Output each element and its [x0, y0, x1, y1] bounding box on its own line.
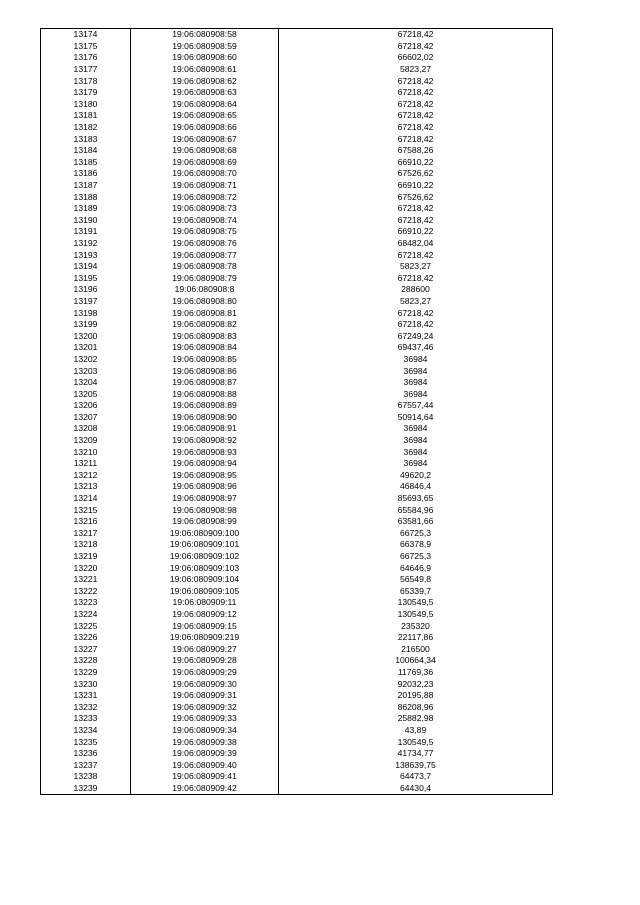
row-number-cell: 13186 [41, 168, 131, 180]
cadastral-number-cell: 19:06:080908:81 [131, 307, 279, 319]
table-row [41, 783, 553, 795]
cadastral-number-cell: 19:06:080908:59 [131, 41, 279, 53]
value-cell: 67218,42 [279, 203, 553, 215]
value-cell: 36984 [279, 365, 553, 377]
row-number-cell: 13223 [41, 597, 131, 609]
row-number-cell: 13188 [41, 191, 131, 203]
cadastral-number-cell: 19:06:080908:82 [131, 319, 279, 331]
table-row [41, 493, 553, 505]
table-row [41, 87, 553, 99]
row-number-cell: 13224 [41, 609, 131, 621]
table-row [41, 238, 553, 250]
value-cell: 67218,42 [279, 75, 553, 87]
cadastral-number-cell: 19:06:080909:38 [131, 736, 279, 748]
table-row [41, 110, 553, 122]
value-cell: 25882,98 [279, 713, 553, 725]
table-row [41, 446, 553, 458]
table-row [41, 551, 553, 563]
value-cell: 5823,27 [279, 64, 553, 76]
cadastral-number-cell: 19:06:080908:63 [131, 87, 279, 99]
value-cell: 66378,9 [279, 539, 553, 551]
row-number-cell: 13219 [41, 551, 131, 563]
row-number-cell: 13196 [41, 284, 131, 296]
cadastral-number-cell: 19:06:080908:71 [131, 180, 279, 192]
cadastral-number-cell: 19:06:080908:72 [131, 191, 279, 203]
cadastral-number-cell: 19:06:080909:15 [131, 620, 279, 632]
cadastral-number-cell: 19:06:080908:94 [131, 458, 279, 470]
cadastral-number-cell: 19:06:080908:62 [131, 75, 279, 87]
value-cell: 56549,8 [279, 574, 553, 586]
cadastral-number-cell: 19:06:080908:86 [131, 365, 279, 377]
table-row [41, 284, 553, 296]
cadastral-number-cell: 19:06:080908:75 [131, 226, 279, 238]
value-cell: 66910,22 [279, 157, 553, 169]
row-number-cell: 13200 [41, 330, 131, 342]
cadastral-number-cell: 19:06:080908:73 [131, 203, 279, 215]
row-number-cell: 13181 [41, 110, 131, 122]
cadastral-number-cell: 19:06:080908:78 [131, 261, 279, 273]
cadastral-number-cell: 19:06:080908:83 [131, 330, 279, 342]
table-row [41, 296, 553, 308]
cadastral-number-cell: 19:06:080908:77 [131, 249, 279, 261]
value-cell: 36984 [279, 458, 553, 470]
value-cell: 68482,04 [279, 238, 553, 250]
row-number-cell: 13215 [41, 504, 131, 516]
cadastral-number-cell: 19:06:080908:85 [131, 354, 279, 366]
value-cell: 67526,62 [279, 191, 553, 203]
value-cell: 67218,42 [279, 272, 553, 284]
cadastral-number-cell: 19:06:080909:42 [131, 783, 279, 795]
row-number-cell: 13218 [41, 539, 131, 551]
value-cell: 216500 [279, 643, 553, 655]
row-number-cell: 13213 [41, 481, 131, 493]
cadastral-number-cell: 19:06:080908:80 [131, 296, 279, 308]
value-cell: 67218,42 [279, 307, 553, 319]
value-cell: 64430,4 [279, 783, 553, 795]
table-row [41, 504, 553, 516]
value-cell: 50914,64 [279, 412, 553, 424]
table-row [41, 75, 553, 87]
value-cell: 66910,22 [279, 180, 553, 192]
cadastral-number-cell: 19:06:080908:66 [131, 122, 279, 134]
row-number-cell: 13199 [41, 319, 131, 331]
table-row [41, 133, 553, 145]
value-cell: 64473,7 [279, 771, 553, 783]
table-row [41, 180, 553, 192]
value-cell: 65584,96 [279, 504, 553, 516]
cadastral-number-cell: 19:06:080909:41 [131, 771, 279, 783]
row-number-cell: 13184 [41, 145, 131, 157]
row-number-cell: 13201 [41, 342, 131, 354]
row-number-cell: 13198 [41, 307, 131, 319]
cadastral-number-cell: 19:06:080908:60 [131, 52, 279, 64]
row-number-cell: 13238 [41, 771, 131, 783]
row-number-cell: 13187 [41, 180, 131, 192]
cadastral-number-cell: 19:06:080908:91 [131, 423, 279, 435]
value-cell: 41734,77 [279, 748, 553, 760]
cadastral-number-cell: 19:06:080909:29 [131, 667, 279, 679]
value-cell: 67249,24 [279, 330, 553, 342]
table-row [41, 643, 553, 655]
row-number-cell: 13222 [41, 586, 131, 598]
cadastral-number-cell: 19:06:080909:31 [131, 690, 279, 702]
cadastral-number-cell: 19:06:080909:28 [131, 655, 279, 667]
row-number-cell: 13206 [41, 400, 131, 412]
value-cell: 65339,7 [279, 586, 553, 598]
cadastral-number-cell: 19:06:080908:76 [131, 238, 279, 250]
cadastral-number-cell: 19:06:080908:89 [131, 400, 279, 412]
cadastral-number-cell: 19:06:080908:65 [131, 110, 279, 122]
table-row [41, 249, 553, 261]
value-cell: 66910,22 [279, 226, 553, 238]
row-number-cell: 13234 [41, 725, 131, 737]
table-row [41, 52, 553, 64]
value-cell: 100664,34 [279, 655, 553, 667]
value-cell: 20195,88 [279, 690, 553, 702]
row-number-cell: 13177 [41, 64, 131, 76]
row-number-cell: 13216 [41, 516, 131, 528]
table-row [41, 157, 553, 169]
table-row [41, 365, 553, 377]
table-row [41, 388, 553, 400]
cadastral-number-cell: 19:06:080908:84 [131, 342, 279, 354]
table-row [41, 215, 553, 227]
table-row [41, 759, 553, 771]
cadastral-number-cell: 19:06:080908:68 [131, 145, 279, 157]
table-row [41, 272, 553, 284]
records-table [40, 28, 553, 795]
value-cell: 36984 [279, 435, 553, 447]
value-cell: 36984 [279, 446, 553, 458]
table-row [41, 458, 553, 470]
row-number-cell: 13232 [41, 701, 131, 713]
table-row [41, 261, 553, 273]
table-row [41, 539, 553, 551]
table-row [41, 400, 553, 412]
cadastral-number-cell: 19:06:080909:105 [131, 586, 279, 598]
table-row [41, 203, 553, 215]
table-row [41, 528, 553, 540]
value-cell: 67218,42 [279, 41, 553, 53]
value-cell: 63581,66 [279, 516, 553, 528]
row-number-cell: 13175 [41, 41, 131, 53]
table-row [41, 226, 553, 238]
table-row [41, 725, 553, 737]
row-number-cell: 13207 [41, 412, 131, 424]
cadastral-number-cell: 19:06:080908:69 [131, 157, 279, 169]
table-row [41, 330, 553, 342]
cadastral-number-cell: 19:06:080909:33 [131, 713, 279, 725]
table-row [41, 609, 553, 621]
table-row [41, 145, 553, 157]
cadastral-number-cell: 19:06:080908:79 [131, 272, 279, 284]
table-row [41, 122, 553, 134]
cadastral-number-cell: 19:06:080909:40 [131, 759, 279, 771]
table-row [41, 667, 553, 679]
cadastral-number-cell: 19:06:080908:87 [131, 377, 279, 389]
value-cell: 67218,42 [279, 87, 553, 99]
table-row [41, 701, 553, 713]
value-cell: 85693,65 [279, 493, 553, 505]
cadastral-number-cell: 19:06:080909:12 [131, 609, 279, 621]
row-number-cell: 13230 [41, 678, 131, 690]
table-row [41, 354, 553, 366]
value-cell: 130549,5 [279, 736, 553, 748]
table-row [41, 377, 553, 389]
cadastral-number-cell: 19:06:080908:70 [131, 168, 279, 180]
row-number-cell: 13192 [41, 238, 131, 250]
value-cell: 288600 [279, 284, 553, 296]
cadastral-number-cell: 19:06:080909:102 [131, 551, 279, 563]
row-number-cell: 13236 [41, 748, 131, 760]
table-row [41, 470, 553, 482]
cadastral-number-cell: 19:06:080908:98 [131, 504, 279, 516]
table-row [41, 342, 553, 354]
value-cell: 67526,62 [279, 168, 553, 180]
table-row [41, 29, 553, 41]
value-cell: 67557,44 [279, 400, 553, 412]
value-cell: 67218,42 [279, 215, 553, 227]
cadastral-number-cell: 19:06:080909:103 [131, 562, 279, 574]
cadastral-number-cell: 19:06:080909:30 [131, 678, 279, 690]
row-number-cell: 13229 [41, 667, 131, 679]
table-row [41, 435, 553, 447]
cadastral-number-cell: 19:06:080908:90 [131, 412, 279, 424]
table-row [41, 99, 553, 111]
cadastral-number-cell: 19:06:080908:58 [131, 29, 279, 41]
row-number-cell: 13210 [41, 446, 131, 458]
table-row [41, 632, 553, 644]
table-row [41, 690, 553, 702]
row-number-cell: 13228 [41, 655, 131, 667]
records-table-body [41, 29, 553, 795]
row-number-cell: 13225 [41, 620, 131, 632]
value-cell: 69437,46 [279, 342, 553, 354]
row-number-cell: 13174 [41, 29, 131, 41]
row-number-cell: 13185 [41, 157, 131, 169]
value-cell: 36984 [279, 388, 553, 400]
row-number-cell: 13182 [41, 122, 131, 134]
value-cell: 67218,42 [279, 99, 553, 111]
cadastral-number-cell: 19:06:080908:93 [131, 446, 279, 458]
row-number-cell: 13176 [41, 52, 131, 64]
cadastral-number-cell: 19:06:080908:88 [131, 388, 279, 400]
value-cell: 66725,3 [279, 551, 553, 563]
row-number-cell: 13235 [41, 736, 131, 748]
row-number-cell: 13191 [41, 226, 131, 238]
table-row [41, 516, 553, 528]
row-number-cell: 13212 [41, 470, 131, 482]
row-number-cell: 13202 [41, 354, 131, 366]
cadastral-number-cell: 19:06:080908:95 [131, 470, 279, 482]
row-number-cell: 13203 [41, 365, 131, 377]
table-row [41, 562, 553, 574]
row-number-cell: 13205 [41, 388, 131, 400]
value-cell: 67218,42 [279, 122, 553, 134]
row-number-cell: 13209 [41, 435, 131, 447]
table-row [41, 574, 553, 586]
table-row [41, 481, 553, 493]
cadastral-number-cell: 19:06:080908:64 [131, 99, 279, 111]
table-row [41, 597, 553, 609]
cadastral-number-cell: 19:06:080908:67 [131, 133, 279, 145]
row-number-cell: 13179 [41, 87, 131, 99]
table-row [41, 191, 553, 203]
cadastral-number-cell: 19:06:080909:104 [131, 574, 279, 586]
value-cell: 66602,02 [279, 52, 553, 64]
value-cell: 66725,3 [279, 528, 553, 540]
row-number-cell: 13189 [41, 203, 131, 215]
value-cell: 86208,96 [279, 701, 553, 713]
cadastral-number-cell: 19:06:080909:219 [131, 632, 279, 644]
cadastral-number-cell: 19:06:080908:92 [131, 435, 279, 447]
value-cell: 36984 [279, 423, 553, 435]
table-row [41, 748, 553, 760]
cadastral-number-cell: 19:06:080909:101 [131, 539, 279, 551]
row-number-cell: 13211 [41, 458, 131, 470]
table-row [41, 713, 553, 725]
row-number-cell: 13180 [41, 99, 131, 111]
cadastral-number-cell: 19:06:080909:100 [131, 528, 279, 540]
value-cell: 235320 [279, 620, 553, 632]
row-number-cell: 13195 [41, 272, 131, 284]
row-number-cell: 13217 [41, 528, 131, 540]
cadastral-number-cell: 19:06:080908:96 [131, 481, 279, 493]
table-row [41, 655, 553, 667]
table-row [41, 64, 553, 76]
cadastral-number-cell: 19:06:080909:11 [131, 597, 279, 609]
cadastral-number-cell: 19:06:080908:61 [131, 64, 279, 76]
value-cell: 130549,5 [279, 609, 553, 621]
cadastral-number-cell: 19:06:080908:97 [131, 493, 279, 505]
table-row [41, 319, 553, 331]
value-cell: 64646,9 [279, 562, 553, 574]
value-cell: 67218,42 [279, 110, 553, 122]
row-number-cell: 13231 [41, 690, 131, 702]
table-row [41, 41, 553, 53]
value-cell: 5823,27 [279, 261, 553, 273]
row-number-cell: 13194 [41, 261, 131, 273]
row-number-cell: 13220 [41, 562, 131, 574]
cadastral-number-cell: 19:06:080908:8 [131, 284, 279, 296]
value-cell: 5823,27 [279, 296, 553, 308]
row-number-cell: 13227 [41, 643, 131, 655]
cadastral-number-cell: 19:06:080909:27 [131, 643, 279, 655]
row-number-cell: 13226 [41, 632, 131, 644]
value-cell: 43,89 [279, 725, 553, 737]
row-number-cell: 13233 [41, 713, 131, 725]
value-cell: 67218,42 [279, 29, 553, 41]
row-number-cell: 13178 [41, 75, 131, 87]
cadastral-number-cell: 19:06:080909:34 [131, 725, 279, 737]
cadastral-number-cell: 19:06:080908:99 [131, 516, 279, 528]
row-number-cell: 13204 [41, 377, 131, 389]
row-number-cell: 13183 [41, 133, 131, 145]
value-cell: 36984 [279, 354, 553, 366]
cadastral-number-cell: 19:06:080909:32 [131, 701, 279, 713]
cadastral-number-cell: 19:06:080909:39 [131, 748, 279, 760]
table-row [41, 423, 553, 435]
table-row [41, 771, 553, 783]
table-row [41, 168, 553, 180]
value-cell: 130549,5 [279, 597, 553, 609]
table-row [41, 307, 553, 319]
table-row [41, 412, 553, 424]
data-sheet [40, 28, 552, 795]
row-number-cell: 13237 [41, 759, 131, 771]
value-cell: 67218,42 [279, 249, 553, 261]
value-cell: 67218,42 [279, 133, 553, 145]
value-cell: 22117,86 [279, 632, 553, 644]
row-number-cell: 13239 [41, 783, 131, 795]
value-cell: 67588,26 [279, 145, 553, 157]
row-number-cell: 13197 [41, 296, 131, 308]
table-row [41, 678, 553, 690]
table-row [41, 586, 553, 598]
row-number-cell: 13214 [41, 493, 131, 505]
table-row [41, 736, 553, 748]
row-number-cell: 13193 [41, 249, 131, 261]
value-cell: 46846,4 [279, 481, 553, 493]
value-cell: 92032,23 [279, 678, 553, 690]
value-cell: 11769,36 [279, 667, 553, 679]
value-cell: 49620,2 [279, 470, 553, 482]
value-cell: 67218,42 [279, 319, 553, 331]
value-cell: 138639,75 [279, 759, 553, 771]
cadastral-number-cell: 19:06:080908:74 [131, 215, 279, 227]
value-cell: 36984 [279, 377, 553, 389]
row-number-cell: 13221 [41, 574, 131, 586]
table-row [41, 620, 553, 632]
row-number-cell: 13208 [41, 423, 131, 435]
row-number-cell: 13190 [41, 215, 131, 227]
